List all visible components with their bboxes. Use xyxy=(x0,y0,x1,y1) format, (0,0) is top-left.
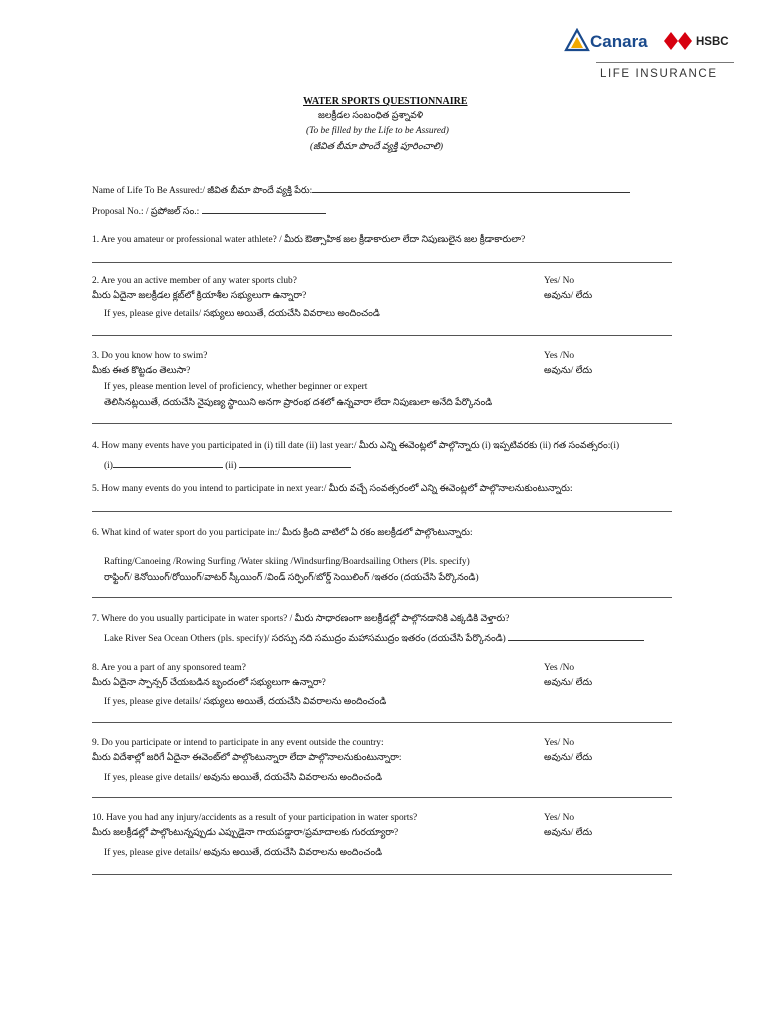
question-6-options-telugu: రాఫ్టింగ్/ కెనోయింగ్/రోయింగ్/వాటర్ స్కీయింగ్ /విండ్ సర్ఫింగ్/బోర్డ్ సెయిలింగ్ /ఇతరం (దయచేసి పేర్కొనండి) xyxy=(104,573,479,583)
question-10: 10. Have you had any injury/accidents as a result of your participation in water sports? xyxy=(92,813,418,823)
name-blank[interactable] xyxy=(312,183,630,193)
q4-i-label: (i) xyxy=(104,461,113,471)
answer-line-9[interactable] xyxy=(92,797,672,798)
q4-i-blank[interactable] xyxy=(113,458,223,468)
proposal-field[interactable] xyxy=(92,204,326,219)
yes-no-9-telugu[interactable]: అవును/ లేదు xyxy=(544,753,593,763)
proposal-blank[interactable] xyxy=(202,204,326,214)
question-6: 6. What kind of water sport do you participate in:/ మీరు క్రింది వాటిలో ఏ రకం జలక్రీడలో పాల్గొంటున్నారు: xyxy=(92,528,473,538)
question-2-detail: If yes, please give details/ సభ్యులు అయితే, దయచేసి వివరాలు అందించండి xyxy=(104,309,380,319)
yes-no-8-telugu[interactable]: అవును/ లేదు xyxy=(544,678,593,688)
proposal-label: Proposal No.: / ప్రపోజల్ సం.: xyxy=(92,207,200,217)
question-8-telugu: మీరు ఏదైనా స్పాన్సర్ చేయబడిన బృందంలో సభ్యులుగా ఉన్నారా? xyxy=(92,678,326,688)
question-8: 8. Are you a part of any sponsored team? xyxy=(92,663,246,673)
answer-line-10[interactable] xyxy=(92,874,672,875)
yes-no-9[interactable]: Yes/ No xyxy=(544,738,575,748)
question-3-telugu: మీకు ఈత కొట్టడం తెలుసా? xyxy=(92,366,191,376)
page-title: WATER SPORTS QUESTIONNAIRE xyxy=(303,96,468,107)
question-9: 9. Do you participate or intend to participate in any event outside the country: xyxy=(92,738,384,748)
logo-divider xyxy=(596,62,734,63)
canara-hsbc-logo xyxy=(560,26,740,84)
yes-no-2[interactable]: Yes/ No xyxy=(544,276,575,286)
page-subtitle-telugu: (జీవిత బీమా పొందే వ్యక్తి పూరించాలి) xyxy=(310,142,443,152)
yes-no-10[interactable]: Yes/ No xyxy=(544,813,575,823)
question-7: 7. Where do you usually participate in water sports? / మీరు సాధారణంగా జలక్రీడల్లో పాల్గొనడానికి ఎక్కడికి వెళ్తారు? xyxy=(92,614,510,624)
brand-life-insurance: LIFE INSURANCE xyxy=(600,68,718,80)
question-9-telugu: మీరు విదేశాల్లో జరిగే ఏదైనా ఈవెంట్‌లో పాల్గొంటున్నారా లేదా పాల్గొనాలనుకుంటున్నారా: xyxy=(92,753,402,763)
answer-line-8[interactable] xyxy=(92,722,672,723)
question-7-options[interactable] xyxy=(104,631,644,646)
triangle-logo-icon xyxy=(564,28,590,54)
question-4-blanks[interactable] xyxy=(104,458,351,471)
question-1: 1. Are you amateur or professional water athlete? / మీరు ఔత్సాహిక జల క్రీడాకారులా లేదా నిపుణులైన జల క్రీడాకారులా? xyxy=(92,235,526,245)
answer-line-1[interactable] xyxy=(92,262,672,263)
yes-no-2-telugu[interactable]: అవును/ లేదు xyxy=(544,291,593,301)
name-label: Name of Life To Be Assured:/ జీవిత బీమా పొందే వ్యక్తి పేరు: xyxy=(92,186,313,196)
q4-ii-label: (ii) xyxy=(225,461,237,471)
question-6-options: Rafting/Canoeing /Rowing Surfing /Water skiing /Windsurfing/Boardsailing Others (Pls. specify) xyxy=(104,557,470,567)
yes-no-3[interactable]: Yes /No xyxy=(544,351,575,361)
question-10-telugu: మీరు జలక్రీడల్లో పాల్గొంటున్నప్పుడు ఎప్పుడైనా గాయపడ్డారా/ప్రమాదాలకు గురయ్యారా? xyxy=(92,828,399,838)
q7-blank[interactable] xyxy=(508,631,644,641)
answer-line-2[interactable] xyxy=(92,335,672,336)
yes-no-10-telugu[interactable]: అవును/ లేదు xyxy=(544,828,593,838)
q4-ii-blank[interactable] xyxy=(239,458,351,468)
question-8-detail: If yes, please give details/ సభ్యులు అయితే, దయచేసి వివరాలను అందించండి xyxy=(104,697,387,707)
hexagon-logo-icon xyxy=(664,32,692,50)
answer-line-5[interactable] xyxy=(92,511,672,512)
question-3-detail: If yes, please mention level of proficiency, whether beginner or expert xyxy=(104,382,368,392)
yes-no-3-telugu[interactable]: అవును/ లేదు xyxy=(544,366,593,376)
brand-hsbc: HSBC xyxy=(696,36,729,48)
yes-no-8[interactable]: Yes /No xyxy=(544,663,575,673)
page-subtitle: (To be filled by the Life to be Assured) xyxy=(306,126,449,136)
brand-canara: Canara xyxy=(590,32,648,51)
question-9-detail: If yes, please give details/ అవును అయితే, దయచేసి వివరాలను అందించండి xyxy=(104,773,383,783)
question-4: 4. How many events have you participated in (i) till date (ii) last year:/ మీరు ఎన్ని ఈవెంట్లలో పాల్గొన్నారు (i) ఇప్పటివరకు (ii) గత సంవత్సరం:(i) xyxy=(92,441,620,451)
name-field[interactable] xyxy=(92,183,630,198)
question-5: 5. How many events do you intend to participate in next year:/ మీరు వచ్చే సంవత్సరంలో ఎన్ని ఈవెంట్లలో పాల్గొనాలనుకుంటున్నారు: xyxy=(92,484,573,494)
question-3: 3. Do you know how to swim? xyxy=(92,351,208,361)
answer-line-6[interactable] xyxy=(92,597,672,598)
question-10-detail: If yes, please give details/ అవును అయితే, దయచేసి వివరాలను అందించండి xyxy=(104,848,383,858)
question-2-telugu: మీరు ఏదైనా జలక్రీడల క్లబ్‌లో క్రియాశీల సభ్యులుగా ఉన్నారా? xyxy=(92,291,307,301)
page-title-telugu: జలక్రీడల సంబంధిత ప్రశ్నావళి xyxy=(318,111,424,121)
answer-line-3[interactable] xyxy=(92,423,672,424)
question-2: 2. Are you an active member of any water sports club? xyxy=(92,276,297,286)
question-7-options-text: Lake River Sea Ocean Others (pls. specify)/ సరస్సు నది సముద్రం మహాసముద్రం ఇతరం (దయచేసి పేర్కొనండి) xyxy=(104,634,506,644)
question-3-detail-telugu: తెలిసినట్లయితే, దయచేసి నైపుణ్య స్థాయిని అనగా ప్రారంభ దశలో ఉన్నవారా లేదా నిపుణులా అనేది పేర్కొనండి xyxy=(104,398,493,408)
